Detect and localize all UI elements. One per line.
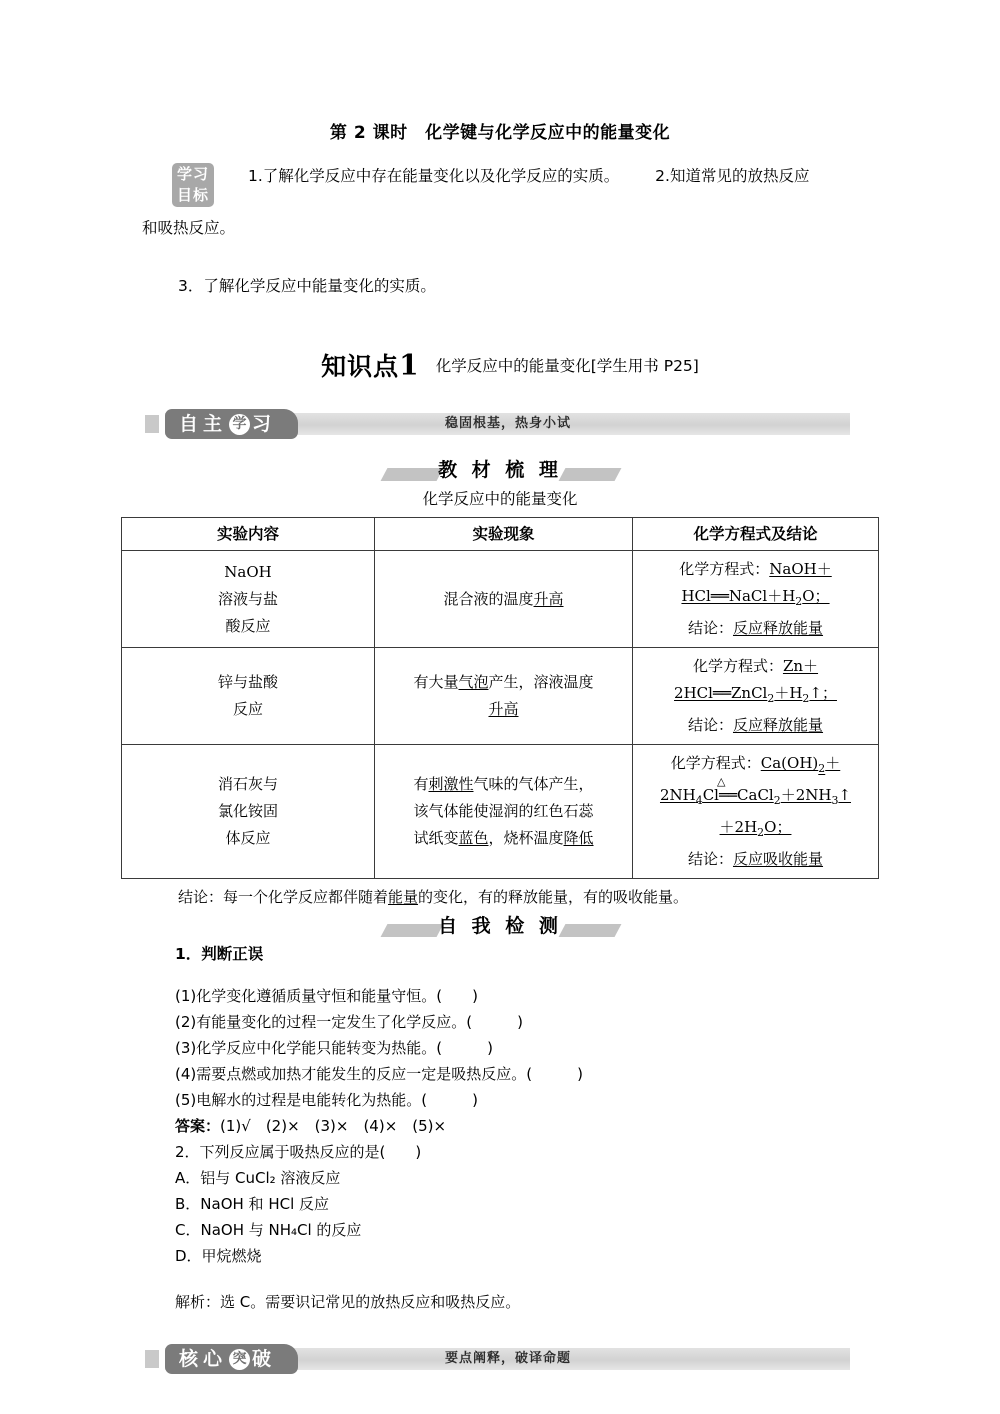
- explanation-text: 解析：选 C。需要识记常见的放热反应和吸热反应。: [175, 1292, 521, 1311]
- conclusion-text: 反应: [732, 850, 763, 868]
- phenomenon-line-3: [381, 825, 626, 852]
- cell-experiment-content: [122, 648, 375, 745]
- question-1-item: (4)需要点燃或加热才能发生的反应一定是吸热反应。( ): [175, 1064, 583, 1083]
- phenomenon-keyword: 气泡: [458, 673, 489, 691]
- banner-tab-self-study: [165, 409, 298, 439]
- equation-line-2: [639, 583, 872, 615]
- equation-label: 化学方程式：: [692, 657, 783, 675]
- conclusion-label: 结论：: [687, 619, 733, 637]
- banner-tab-text-a: 核心: [179, 1347, 228, 1370]
- content-line: 消石灰与: [217, 775, 278, 793]
- answer-label: 答案：: [175, 1116, 221, 1135]
- answer-value: (1)√ (2)× (3)× (4)× (5)×: [220, 1116, 447, 1135]
- phenomenon-keyword: 刺激性: [428, 775, 474, 793]
- equation-line-1: [639, 750, 872, 782]
- experiment-table: [121, 517, 879, 879]
- equation-line-1: [639, 556, 872, 583]
- badge-line-1: 学习: [176, 165, 209, 183]
- equation-part: 2HCl══ZnCl: [674, 684, 768, 702]
- equation-part: ＋2NH: [780, 786, 832, 804]
- section-banner-self-study: [145, 409, 860, 439]
- table-row: [122, 551, 879, 648]
- subheading-textbook-review: [0, 455, 1000, 483]
- banner-tab-text-b: 破: [252, 1347, 277, 1370]
- phenomenon-text: 混合液的温度: [443, 589, 534, 608]
- conclusion-keyword: 释放: [763, 716, 794, 734]
- cell-equation: [633, 648, 879, 745]
- note-text: 结论：每一个化学反应都伴随着: [178, 888, 389, 906]
- phenomenon-text: ，烧杯温度: [488, 829, 564, 847]
- equation-part: HCl══NaCl＋H: [681, 587, 796, 605]
- phenomenon-keyword: 升高: [533, 589, 564, 608]
- banner-tab-text-a: 自主: [179, 413, 228, 435]
- equation-part: O；: [802, 587, 830, 605]
- phenomenon-keyword: 降低: [563, 829, 594, 847]
- table-row: [122, 648, 879, 745]
- equation-line-3: [639, 814, 872, 846]
- phenomenon-text: 试纸变: [413, 829, 459, 847]
- equation-subscript: 2: [757, 826, 765, 839]
- question-1-item: (5)电解水的过程是电能转化为热能。( ): [175, 1090, 478, 1109]
- equation-part: NaOH＋: [769, 560, 832, 578]
- conclusion-keyword: 释放: [763, 619, 794, 637]
- objective-line-1: [138, 161, 860, 191]
- knowledge-point-label: 知识点: [321, 352, 400, 381]
- equation-subscript: 2: [767, 692, 775, 705]
- conclusion-tail: 能量: [793, 619, 824, 637]
- banner-stub: [145, 1350, 159, 1368]
- conclusion-tail: 能量: [793, 850, 824, 868]
- equation-part: ＋H: [774, 684, 803, 702]
- cell-equation: [633, 745, 879, 879]
- equation-line-2: [639, 775, 872, 814]
- equation-part: ↑；: [809, 684, 837, 702]
- equation-part: ＋2H: [719, 818, 758, 836]
- subheading-text: 自 我 检 测: [438, 915, 562, 937]
- phenomenon-text: 产生，溶液温度: [488, 673, 594, 691]
- equation-subscript: 2: [818, 762, 826, 775]
- question-1-item: (1)化学变化遵循质量守恒和能量守恒。( ): [175, 986, 478, 1005]
- badge-line-2: 目标: [176, 186, 209, 204]
- equation-subscript: 3: [831, 794, 839, 807]
- conclusion-text: 反应: [732, 619, 763, 637]
- table-header-phenomenon: 实验现象: [375, 518, 633, 551]
- equation-part: O；: [764, 818, 792, 836]
- equation-subscript: 2: [773, 794, 781, 807]
- subheading-wing-right: [559, 468, 622, 481]
- question-2-option: A．铝与 CuCl₂ 溶液反应: [175, 1168, 341, 1187]
- content-line: 锌与盐酸: [217, 673, 278, 691]
- subheading-wing-right: [559, 924, 622, 937]
- knowledge-point-number: 1: [399, 348, 419, 382]
- learning-objective-badge: [172, 163, 214, 207]
- equation-part: 2NH: [659, 786, 696, 804]
- reaction-condition-delta-icon: △: [717, 775, 726, 788]
- phenomenon-keyword: 蓝色: [458, 829, 489, 847]
- phenomenon-line-2: 升高: [488, 700, 519, 718]
- cell-equation: [633, 551, 879, 648]
- conclusion-tail: 能量: [793, 716, 824, 734]
- equation-part: ↑: [838, 786, 851, 804]
- equation-subscript: 4: [695, 794, 703, 807]
- conclusion-label: 结论：: [687, 716, 733, 734]
- phenomenon-line-2: 该气体能使湿润的红色石蕊: [413, 802, 594, 820]
- content-line: 反应: [232, 700, 263, 718]
- question-2-option: D．甲烷燃烧: [175, 1246, 262, 1265]
- phenomenon-text: 有: [413, 775, 429, 793]
- phenomenon-line-1: [381, 771, 626, 798]
- table-header-content: 实验内容: [122, 518, 375, 551]
- question-2-title: 2．下列反应属于吸热反应的是( ): [175, 1142, 422, 1161]
- equation-subscript: 2: [802, 692, 810, 705]
- equation-line-2: [639, 680, 872, 712]
- equation-part: ＋: [825, 754, 841, 772]
- banner-motto-self-study: 稳固根基，热身小试: [445, 416, 572, 431]
- content-line: NaOH: [224, 562, 272, 581]
- cell-experiment-content: [122, 745, 375, 879]
- content-line: 体反应: [225, 829, 271, 847]
- self-test-questions: [0, 941, 1000, 1269]
- phenomenon-text: 气味的气体产生，: [473, 775, 594, 793]
- subheading-text: 教 材 梳 理: [438, 459, 562, 481]
- equation-label: 化学方程式：: [679, 560, 770, 578]
- equation-part: Cl══CaCl: [702, 786, 774, 804]
- table-header-row: [122, 518, 879, 551]
- knowledge-point-subtitle: 化学反应中的能量变化[学生用书 P25]: [435, 357, 699, 375]
- table-conclusion-note: [0, 885, 1000, 909]
- cell-phenomenon: [375, 648, 633, 745]
- objective-item-1: 1.了解化学反应中存在能量变化以及化学反应的实质。: [248, 167, 620, 185]
- question-1-title: 1．判断正误: [175, 945, 264, 963]
- equation-part: Zn＋: [782, 657, 819, 675]
- conclusion-line: [639, 846, 872, 873]
- banner-tab-circle-icon: 突: [229, 1349, 250, 1370]
- banner-stub: [145, 415, 159, 433]
- objective-item-3: 3．了解化学反应中能量变化的实质。: [178, 277, 436, 295]
- note-text: 的变化，有的释放能量，有的吸收能量。: [418, 888, 689, 906]
- conclusion-line: [639, 712, 872, 739]
- conclusion-label: 结论：: [687, 850, 733, 868]
- banner-tab-circle-icon: 学: [229, 414, 250, 435]
- equation-part: Ca(OH): [760, 754, 819, 772]
- objective-item-2: 2.知道常见的放热反应: [655, 167, 810, 185]
- cell-experiment-content: [122, 551, 375, 648]
- table-caption: 化学反应中的能量变化: [422, 490, 578, 508]
- cell-phenomenon: [375, 745, 633, 879]
- answer-line: [175, 1113, 860, 1139]
- cell-phenomenon: [375, 551, 633, 648]
- learning-objectives: [0, 161, 1000, 301]
- equation-subscript: 2: [795, 595, 803, 608]
- content-line: 氯化铵固: [217, 802, 278, 820]
- conclusion-keyword: 吸收: [763, 850, 794, 868]
- question-1-item: (3)化学反应中化学能只能转变为热能。( ): [175, 1038, 493, 1057]
- content-line: 酸反应: [225, 616, 271, 635]
- conclusion-text: 反应: [732, 716, 763, 734]
- equation-line-1: [639, 653, 872, 680]
- banner-tab-core-breakthrough: [165, 1344, 298, 1374]
- conclusion-line: [639, 615, 872, 642]
- phenomenon-text: 有大量: [413, 673, 459, 691]
- phenomenon-line-1: [381, 669, 626, 696]
- banner-motto-core-breakthrough: 要点阐释，破译命题: [445, 1350, 572, 1366]
- question-1-item: (2)有能量变化的过程一定发生了化学反应。( ): [175, 1012, 523, 1031]
- objective-item-2-cont: 和吸热反应。: [142, 219, 236, 237]
- equation-label: 化学方程式：: [670, 754, 761, 772]
- content-line: 溶液与盐: [217, 589, 278, 608]
- table-header-equation: 化学方程式及结论: [633, 518, 879, 551]
- banner-tab-text-b: 习: [252, 413, 277, 435]
- page-title: 第 2 课时 化学键与化学反应中的能量变化: [329, 123, 671, 143]
- knowledge-point-heading: [0, 347, 1000, 383]
- question-2-option: C．NaOH 与 NH₄Cl 的反应: [175, 1220, 362, 1239]
- question-2-option: B．NaOH 和 HCl 反应: [175, 1194, 330, 1213]
- note-keyword: 能量: [388, 888, 419, 906]
- subheading-self-test: [0, 911, 1000, 939]
- section-banner-core-breakthrough: [145, 1344, 860, 1374]
- table-row: [122, 745, 879, 879]
